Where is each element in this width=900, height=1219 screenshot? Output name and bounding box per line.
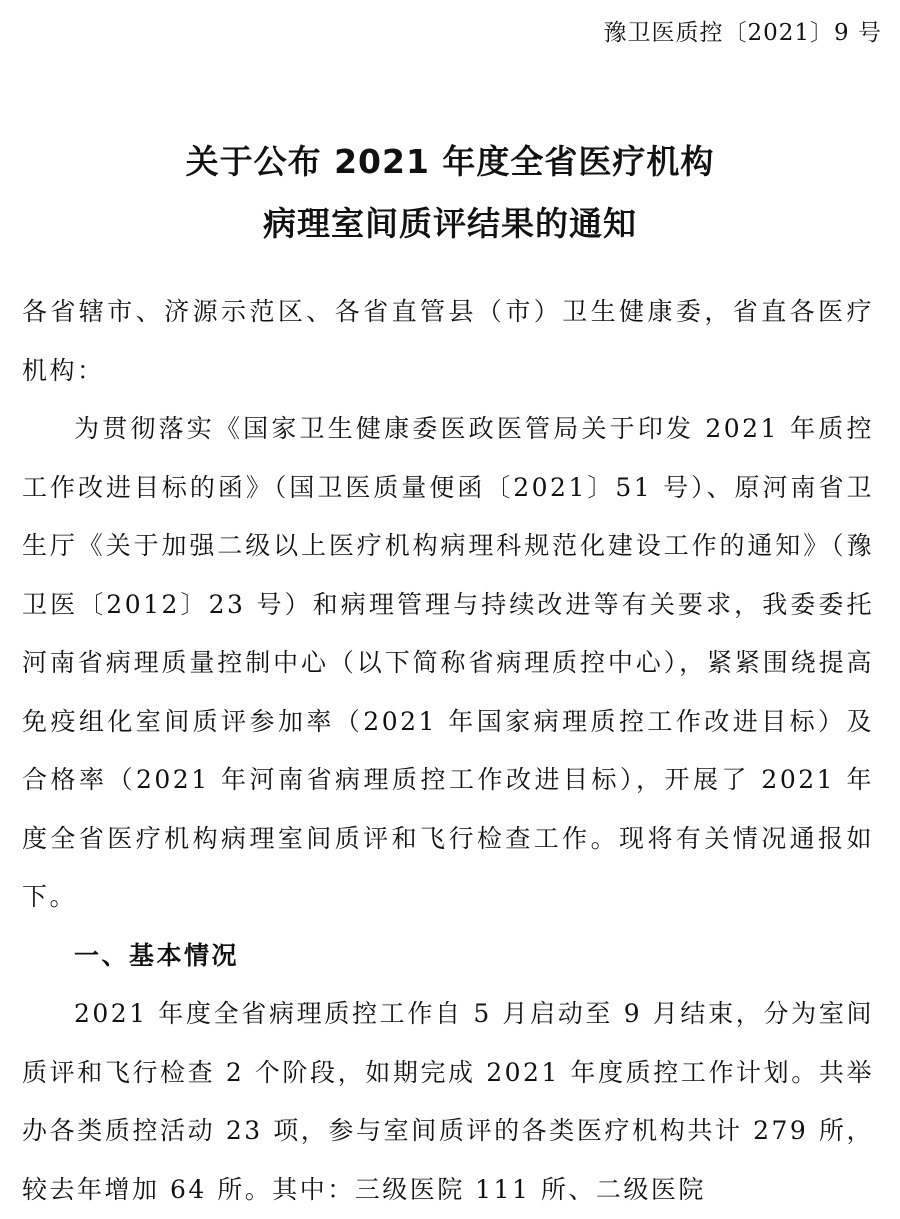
document-title-line-2: 病理室间质评结果的通知 [263, 204, 637, 243]
section-heading-basic-situation: 一、基本情况 [74, 940, 240, 970]
body-paragraph-2: 2021 年度全省病理质控工作自 5 月启动至 9 月结束，分为室间质评和飞行检查 2 个阶段，如期完成 2021 年度质控工作计划。共举办各类质控活动 23 项，参与室间质评的各类医疗机构共计 279 所，较去年增加 64 所。其中：三级医院 111 所、二级医院 [22, 999, 874, 1204]
document-body [22, 283, 874, 1219]
document-number: 豫卫医质控〔2021〕9 号 [603, 20, 882, 46]
document-title-line-1: 关于公布 2021 年度全省医疗机构 [185, 142, 715, 181]
addressee: 各省辖市、济源示范区、各省直管县（市）卫生健康委，省直各医疗机构： [22, 297, 874, 385]
body-paragraph-1: 为贯彻落实《国家卫生健康委医政医管局关于印发 2021 年质控工作改进目标的函》（国卫医质量便函〔2021〕51 号）、原河南省卫生厅《关于加强二级以上医疗机构病理科规范化建设工作的通知》（豫卫医〔2012〕23 号）和病理管理与持续改进等有关要求，我委委托河南省病理质量控制中心（以下简称省病理质控中心），紧紧围绕提高免疫组化室间质评参加率（2021 年国家病理质控工作改进目标）及合格率（2021 年河南省病理质控工作改进目标），开展了 2021 年度全省医疗机构病理室间质评和飞行检查工作。现将有关情况通报如下。 [22, 414, 874, 911]
